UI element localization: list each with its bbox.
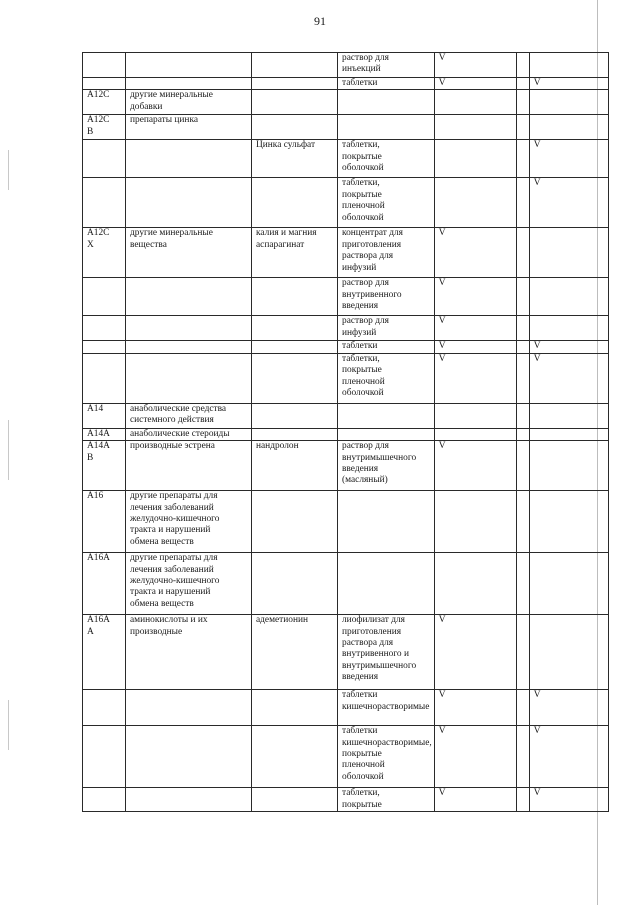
inn-cell: Цинка сульфат — [252, 140, 338, 178]
inn-cell: нандролон — [252, 441, 338, 491]
dosage-form-cell: таблетки, покрытые оболочкой — [338, 140, 435, 178]
atc-code-cell: А12С — [83, 90, 126, 115]
inn-cell — [252, 90, 338, 115]
atc-code-cell: А16А А — [83, 615, 126, 690]
dosage-form-cell: раствор для инфузий — [338, 316, 435, 341]
group-name-cell: другие минеральные вещества — [126, 228, 252, 278]
atc-code-cell: А16А — [83, 553, 126, 615]
mark-cell — [434, 140, 516, 178]
atc-code-cell — [83, 53, 126, 78]
dosage-form-cell: таблетки, покрытые пленочной оболочкой — [338, 178, 435, 228]
table-row — [83, 228, 609, 278]
mark-cell: V — [434, 441, 516, 491]
mark-cell — [516, 53, 529, 78]
mark-cell: V — [529, 726, 608, 788]
mark-cell: V — [529, 788, 608, 812]
atc-code-cell — [83, 788, 126, 812]
dosage-form-cell: раствор для инъекций — [338, 53, 435, 78]
dosage-form-cell: концентрат для приготовления раствора для инфузий — [338, 228, 435, 278]
group-name-cell — [126, 316, 252, 341]
mark-cell: V — [434, 341, 516, 353]
inn-cell — [252, 178, 338, 228]
mark-cell — [516, 491, 529, 553]
group-name-cell — [126, 726, 252, 788]
dosage-form-cell — [338, 115, 435, 140]
table-row — [83, 403, 609, 428]
table-row — [83, 441, 609, 491]
mark-cell: V — [434, 53, 516, 78]
mark-cell — [529, 441, 608, 491]
mark-cell: V — [529, 690, 608, 726]
mark-cell — [516, 178, 529, 228]
table-row — [83, 178, 609, 228]
table-row — [83, 428, 609, 440]
group-name-cell — [126, 353, 252, 403]
dosage-form-cell: таблетки — [338, 78, 435, 90]
group-name-cell — [126, 78, 252, 90]
group-name-cell — [126, 690, 252, 726]
mark-cell — [516, 115, 529, 140]
mark-cell — [516, 316, 529, 341]
mark-cell — [529, 316, 608, 341]
dosage-form-cell: таблетки — [338, 341, 435, 353]
inn-cell — [252, 115, 338, 140]
inn-cell — [252, 428, 338, 440]
table-row — [83, 491, 609, 553]
table-row — [83, 140, 609, 178]
atc-code-cell — [83, 353, 126, 403]
mark-cell: V — [434, 690, 516, 726]
dosage-form-cell: раствор для внутримышечного введения (масляный) — [338, 441, 435, 491]
atc-code-cell: А16 — [83, 491, 126, 553]
drug-table — [82, 52, 609, 812]
table-row — [83, 615, 609, 690]
mark-cell — [529, 428, 608, 440]
mark-cell — [434, 428, 516, 440]
table-row — [83, 90, 609, 115]
inn-cell — [252, 690, 338, 726]
mark-cell: V — [434, 615, 516, 690]
mark-cell — [529, 53, 608, 78]
atc-code-cell: А12С В — [83, 115, 126, 140]
table-row — [83, 690, 609, 726]
mark-cell: V — [434, 788, 516, 812]
mark-cell: V — [434, 278, 516, 316]
mark-cell — [516, 278, 529, 316]
atc-code-cell — [83, 726, 126, 788]
scan-mark — [8, 420, 9, 480]
dosage-form-cell: таблетки кишечнорастворимые, покрытые пленочной оболочкой — [338, 726, 435, 788]
mark-cell — [516, 788, 529, 812]
inn-cell — [252, 53, 338, 78]
dosage-form-cell: таблетки, покрытые пленочной оболочкой — [338, 353, 435, 403]
mark-cell — [529, 403, 608, 428]
table-row — [83, 53, 609, 78]
mark-cell — [516, 140, 529, 178]
mark-cell: V — [529, 341, 608, 353]
mark-cell: V — [529, 178, 608, 228]
dosage-form-cell: раствор для внутривенного введения — [338, 278, 435, 316]
mark-cell — [529, 491, 608, 553]
mark-cell: V — [434, 316, 516, 341]
atc-code-cell — [83, 690, 126, 726]
table-row — [83, 316, 609, 341]
dosage-form-cell — [338, 403, 435, 428]
group-name-cell — [126, 341, 252, 353]
mark-cell — [516, 726, 529, 788]
mark-cell: V — [434, 353, 516, 403]
inn-cell — [252, 491, 338, 553]
group-name-cell: препараты цинка — [126, 115, 252, 140]
mark-cell — [516, 690, 529, 726]
dosage-form-cell — [338, 428, 435, 440]
inn-cell — [252, 316, 338, 341]
mark-cell — [516, 428, 529, 440]
mark-cell — [434, 115, 516, 140]
mark-cell — [529, 228, 608, 278]
inn-cell — [252, 726, 338, 788]
atc-code-cell: А14А В — [83, 441, 126, 491]
group-name-cell — [126, 140, 252, 178]
mark-cell — [516, 228, 529, 278]
table-row — [83, 78, 609, 90]
inn-cell — [252, 78, 338, 90]
mark-cell: V — [529, 78, 608, 90]
group-name-cell — [126, 788, 252, 812]
mark-cell: V — [529, 140, 608, 178]
scan-mark — [8, 150, 9, 190]
atc-code-cell — [83, 341, 126, 353]
mark-cell — [529, 278, 608, 316]
inn-cell: адеметионин — [252, 615, 338, 690]
table-row — [83, 115, 609, 140]
atc-code-cell: А12С Х — [83, 228, 126, 278]
atc-code-cell — [83, 178, 126, 228]
mark-cell — [529, 553, 608, 615]
atc-code-cell: А14 — [83, 403, 126, 428]
mark-cell: V — [529, 353, 608, 403]
group-name-cell: анаболические средства системного действия — [126, 403, 252, 428]
mark-cell — [434, 491, 516, 553]
mark-cell — [529, 90, 608, 115]
group-name-cell: другие препараты для лечения заболеваний желудочно-кишечного тракта и нарушений обмена веществ — [126, 553, 252, 615]
dosage-form-cell — [338, 553, 435, 615]
inn-cell — [252, 553, 338, 615]
group-name-cell — [126, 53, 252, 78]
group-name-cell — [126, 178, 252, 228]
dosage-form-cell: таблетки кишечнорастворимые — [338, 690, 435, 726]
mark-cell: V — [434, 726, 516, 788]
inn-cell — [252, 788, 338, 812]
group-name-cell — [126, 278, 252, 316]
mark-cell — [516, 90, 529, 115]
mark-cell — [434, 553, 516, 615]
group-name-cell: анаболические стероиды — [126, 428, 252, 440]
mark-cell: V — [434, 228, 516, 278]
atc-code-cell — [83, 140, 126, 178]
mark-cell: V — [434, 78, 516, 90]
table-row — [83, 278, 609, 316]
dosage-form-cell: лиофилизат для приготовления раствора для внутривенного и внутримышечного введения — [338, 615, 435, 690]
mark-cell — [434, 403, 516, 428]
mark-cell — [516, 441, 529, 491]
mark-cell — [516, 353, 529, 403]
mark-cell — [516, 341, 529, 353]
dosage-form-cell: таблетки, покрытые — [338, 788, 435, 812]
group-name-cell: аминокислоты и их производные — [126, 615, 252, 690]
table-row — [83, 353, 609, 403]
inn-cell — [252, 341, 338, 353]
table-row — [83, 341, 609, 353]
group-name-cell: другие препараты для лечения заболеваний желудочно-кишечного тракта и нарушений обмена веществ — [126, 491, 252, 553]
mark-cell — [434, 90, 516, 115]
dosage-form-cell — [338, 90, 435, 115]
inn-cell — [252, 353, 338, 403]
table-row — [83, 553, 609, 615]
group-name-cell: производные эстрена — [126, 441, 252, 491]
atc-code-cell — [83, 278, 126, 316]
mark-cell — [516, 615, 529, 690]
dosage-form-cell — [338, 491, 435, 553]
scan-mark — [8, 700, 9, 750]
table-row — [83, 788, 609, 812]
atc-code-cell — [83, 316, 126, 341]
mark-cell — [516, 78, 529, 90]
mark-cell — [516, 403, 529, 428]
group-name-cell: другие минеральные добавки — [126, 90, 252, 115]
mark-cell — [529, 615, 608, 690]
inn-cell: калия и магния аспарагинат — [252, 228, 338, 278]
atc-code-cell — [83, 78, 126, 90]
mark-cell — [434, 178, 516, 228]
atc-code-cell: А14А — [83, 428, 126, 440]
table-row — [83, 726, 609, 788]
page-number: 91 — [314, 14, 326, 28]
inn-cell — [252, 278, 338, 316]
mark-cell — [529, 115, 608, 140]
inn-cell — [252, 403, 338, 428]
mark-cell — [516, 553, 529, 615]
